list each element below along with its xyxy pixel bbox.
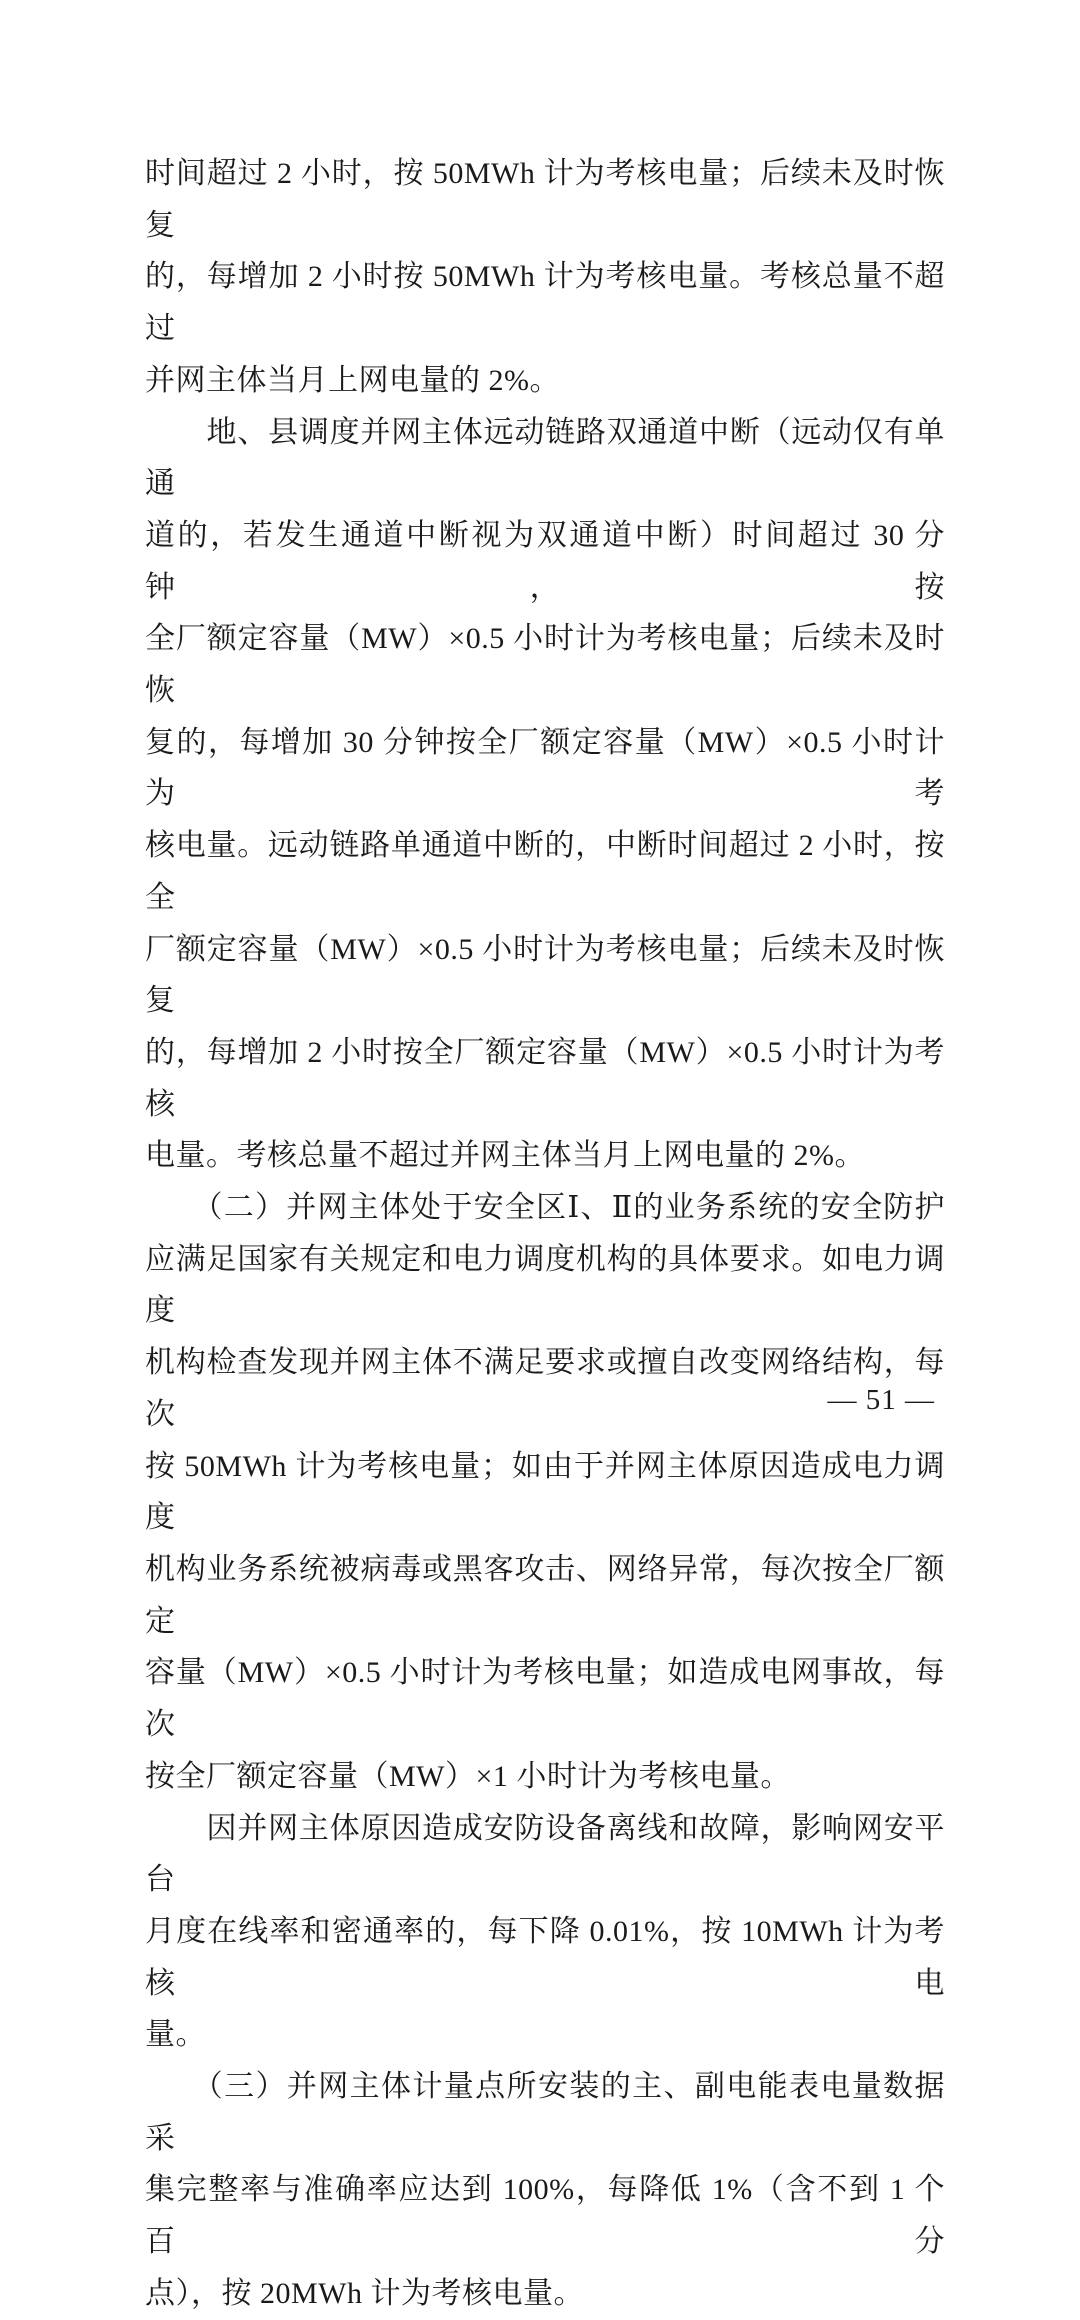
text-line: （三）并网主体计量点所安装的主、副电能表电量数据采 [145,2070,945,2155]
text-line: 电量。考核总量不超过并网主体当月上网电量的 2%。 [145,1139,865,1173]
text-line: 容量（MW）×0.5 小时计为考核电量；如造成电网事故，每次 [145,1656,945,1742]
text-line: 机构业务系统被病毒或黑客攻击、网络异常，每次按全厂额定 [145,1552,945,1638]
text-line: 并网主体当月上网电量的 2%。 [145,363,560,397]
text-line: 的，每增加 2 小时按 50MWh 计为考核电量。考核总量不超过 [145,260,945,346]
paragraph [145,1803,945,2062]
text-line: 机构检查发现并网主体不满足要求或擅自改变网络结构，每次 [145,1346,945,1431]
paragraph [145,148,945,407]
page-number: — 51 — [827,1384,935,1416]
text-line: 核电量。远动链路单通道中断的，中断时间超过 2 小时，按全 [145,829,945,914]
text-line: 应满足国家有关规定和电力调度机构的具体要求。如电力调度 [145,1242,945,1328]
text-line: 道的，若发生通道中断视为双通道中断）时间超过 30 分钟，按 [145,518,945,604]
text-line: 集完整率与准确率应达到 100%，每降低 1%（含不到 1 个百分 [145,2173,945,2259]
text-line: 厂额定容量（MW）×0.5 小时计为考核电量；后续未及时恢复 [145,932,945,1018]
paragraph-item-3 [145,2061,945,2320]
text-line: 按全厂额定容量（MW）×1 小时计为考核电量。 [145,1759,791,1793]
text-line: 时间超过 2 小时，按 50MWh 计为考核电量；后续未及时恢复 [145,157,945,242]
text-line: 因并网主体原因造成安防设备离线和故障，影响网安平台 [145,1811,945,1897]
text-line: 的，每增加 2 小时按全厂额定容量（MW）×0.5 小时计为考核 [145,1035,945,1121]
text-line: （二）并网主体处于安全区Ⅰ、Ⅱ的业务系统的安全防护 [145,1191,945,1225]
document-body [145,148,945,2320]
text-line: 全厂额定容量（MW）×0.5 小时计为考核电量；后续未及时恢 [145,622,945,708]
text-line: 月度在线率和密通率的，每下降 0.01%，按 10MWh 计为考核电 [145,1914,945,2000]
text-line: 地、县调度并网主体远动链路双通道中断（远动仅有单通 [145,415,945,501]
text-line: 点），按 20MWh 计为考核电量。 [145,2276,584,2310]
text-line: 量。 [145,2018,206,2052]
paragraph [145,407,945,1183]
text-line: 复的，每增加 30 分钟按全厂额定容量（MW）×0.5 小时计为考 [145,725,945,811]
text-line: 按 50MWh 计为考核电量；如由于并网主体原因造成电力调度 [145,1449,945,1535]
paragraph-item-2 [145,1182,945,1802]
